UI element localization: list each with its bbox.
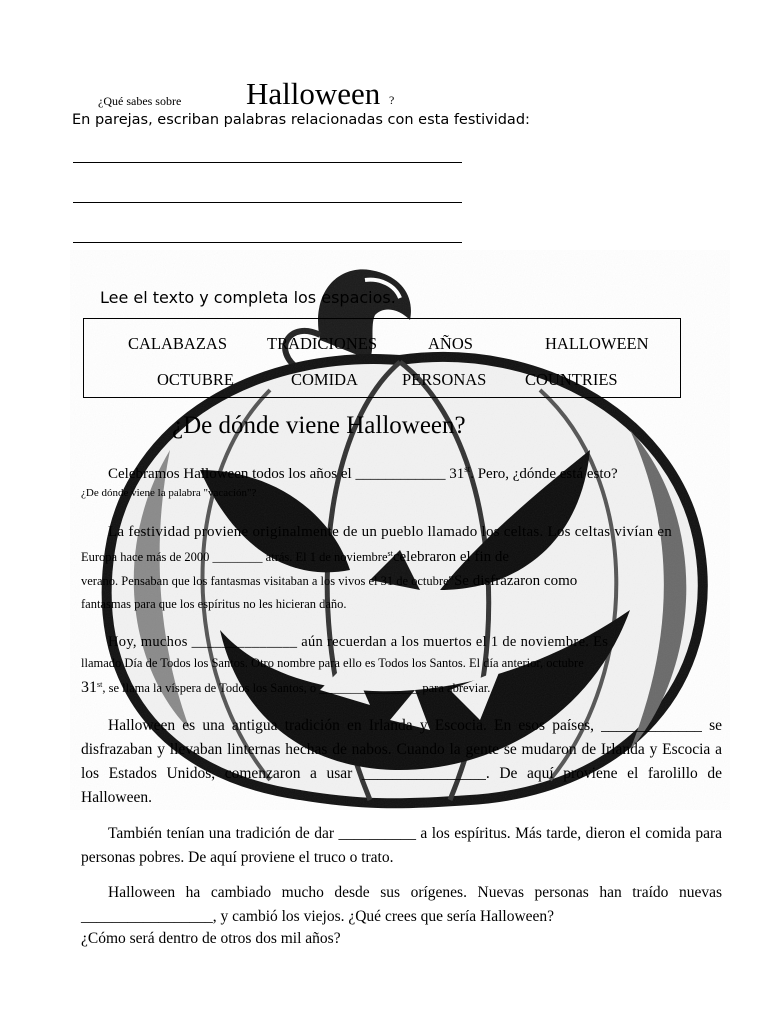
paragraph-3-line-3: 31st, se llama la víspera de Todos los Santos, o ________________ para abreviar.	[81, 679, 491, 696]
paragraph-6-last-line: ¿Cómo será dentro de otros dos mil años?	[81, 930, 341, 947]
paragraph-1-line-2: ¿De dónde viene la palabra "vacación"?	[81, 487, 257, 499]
word-bank-word: TRADICIONES	[267, 334, 377, 353]
word-bank-word: OCTUBRE	[157, 370, 235, 389]
page-title: Halloween	[246, 76, 381, 111]
paragraph-2-line-3: verano. Pensaban que los fantasmas visitaban a los vivos el 31 de octubre$^{st}$Se disfrazaron como	[81, 573, 578, 590]
word-bank-word: HALLOWEEN	[545, 334, 649, 353]
paragraph-3-line-1: Hoy, muchos ______________ aún recuerdan a los muertos el 1 de noviembre. Es	[108, 634, 609, 650]
pair-instruction: En parejas, escriban palabras relacionadas con esta festividad:	[72, 112, 530, 128]
answer-line-1[interactable]	[73, 162, 462, 163]
word-bank-word: PERSONAS	[402, 370, 487, 389]
word-bank-word: COUNTRIES	[525, 370, 618, 389]
paragraph-2-line-2: Europa hace más de 2000 ________ atrás. El 1 de noviembre$^{st}$celebraron el fin de	[81, 549, 510, 566]
paragraph-6: Halloween ha cambiado mucho desde sus orígenes. Nuevas personas han traído nuevas _________________, y cambió los viejos. ¿Qué crees que sería Halloween?	[81, 884, 722, 925]
paragraph-3-line-2: llamado Día de Todos los Santos. Otro nombre para ello es Todos los Santos. El día anterior, octubre	[81, 656, 584, 670]
paragraph-1-line-1: Celebramos Halloween todos los años el ____________ 31st. Pero, ¿dónde está esto?	[108, 464, 618, 482]
paragraph-2-line-4: fantasmas para que los espíritus no les hicieran daño.	[81, 597, 347, 611]
reading-instruction: Lee el texto y completa los espacios.	[100, 288, 396, 307]
word-bank-word: AÑOS	[428, 334, 473, 353]
answer-line-2[interactable]	[73, 202, 462, 203]
question-mark: ?	[389, 93, 395, 107]
word-bank-word: CALABAZAS	[128, 334, 228, 353]
word-bank-word: COMIDA	[291, 370, 358, 389]
question-prefix: ¿Qué sabes sobre	[98, 94, 182, 108]
paragraph-2-line-1: La festividad proviene originalmente de un pueblo llamado los celtas. Los celtas vivían en	[108, 524, 673, 540]
word-bank-box	[83, 318, 681, 398]
paragraph-4: Halloween es una antigua tradición en Irlanda y Escocia. En esos países, _____________ se disfrazaban y llevaban linternas hechas de nabos. Cuando la gente se mudaron de Irlanda y Escocia a los Estados Unidos, comenzaron a usar ________________. De aquí proviene el farolillo de Halloween.	[81, 717, 722, 806]
reading-title: ¿De dónde viene Halloween?	[172, 412, 466, 439]
answer-line-3[interactable]	[73, 242, 462, 243]
paragraph-5: También tenían una tradición de dar __________ a los espíritus. Más tarde, dieron el comida para personas pobres. De aquí proviene el truco o trato.	[81, 825, 722, 866]
